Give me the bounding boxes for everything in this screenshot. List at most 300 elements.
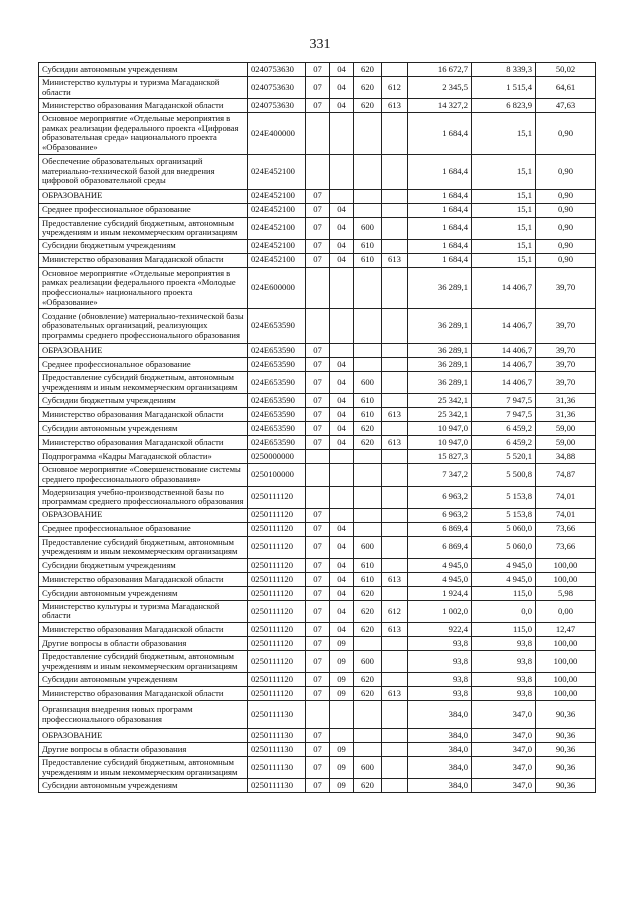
executed-amount: 15,1 xyxy=(472,113,536,154)
budget-item-name: Министерство образования Магаданской области xyxy=(39,436,248,450)
table-row xyxy=(39,673,596,687)
budget-item-name: Предоставление субсидий бюджетным, автономным учреждениям и иным некоммерческим организациям xyxy=(39,651,248,673)
administrator-code xyxy=(382,743,408,757)
table-row xyxy=(39,623,596,637)
table-row xyxy=(39,743,596,757)
approved-amount: 10 947,0 xyxy=(408,422,472,436)
approved-amount: 36 289,1 xyxy=(408,372,472,394)
executed-amount: 6 459,2 xyxy=(472,422,536,436)
administrator-code xyxy=(382,508,408,522)
administrator-code xyxy=(382,203,408,217)
subsection-code: 04 xyxy=(330,536,354,558)
table-row xyxy=(39,77,596,99)
approved-amount: 6 963,2 xyxy=(408,508,472,522)
administrator-code xyxy=(382,344,408,358)
budget-item-name: Министерство образования Магаданской области xyxy=(39,99,248,113)
approved-amount: 1 684,4 xyxy=(408,239,472,253)
section-code: 07 xyxy=(306,372,330,394)
table-row xyxy=(39,572,596,586)
section-code: 07 xyxy=(306,600,330,622)
expense-type-code xyxy=(354,464,382,486)
expense-type-code: 600 xyxy=(354,757,382,779)
target-article-code: 024E452100 xyxy=(248,217,306,239)
approved-amount: 93,8 xyxy=(408,637,472,651)
budget-item-name: Другие вопросы в области образования xyxy=(39,743,248,757)
table-row xyxy=(39,217,596,239)
executed-amount: 7 947,5 xyxy=(472,394,536,408)
executed-amount: 15,1 xyxy=(472,239,536,253)
execution-percent: 59,00 xyxy=(536,436,596,450)
table-row xyxy=(39,358,596,372)
approved-amount: 10 947,0 xyxy=(408,436,472,450)
budget-item-name: ОБРАЗОВАНИЕ xyxy=(39,508,248,522)
target-article-code: 0250111130 xyxy=(248,757,306,779)
administrator-code xyxy=(382,522,408,536)
execution-percent: 74,87 xyxy=(536,464,596,486)
subsection-code: 04 xyxy=(330,558,354,572)
target-article-code: 0240753630 xyxy=(248,77,306,99)
approved-amount: 1 684,4 xyxy=(408,203,472,217)
execution-percent: 39,70 xyxy=(536,309,596,344)
administrator-code xyxy=(382,309,408,344)
executed-amount: 93,8 xyxy=(472,637,536,651)
approved-amount: 36 289,1 xyxy=(408,358,472,372)
target-article-code: 024E400000 xyxy=(248,113,306,154)
expense-type-code: 600 xyxy=(354,651,382,673)
table-row xyxy=(39,779,596,793)
executed-amount: 1 515,4 xyxy=(472,77,536,99)
subsection-code xyxy=(330,486,354,508)
subsection-code: 04 xyxy=(330,422,354,436)
budget-item-name: ОБРАЗОВАНИЕ xyxy=(39,344,248,358)
target-article-code: 0250111120 xyxy=(248,623,306,637)
section-code: 07 xyxy=(306,203,330,217)
target-article-code: 0250111120 xyxy=(248,536,306,558)
approved-amount: 36 289,1 xyxy=(408,309,472,344)
budget-item-name: Среднее профессиональное образование xyxy=(39,358,248,372)
table-row xyxy=(39,651,596,673)
budget-item-name: Предоставление субсидий бюджетным, автономным учреждениям и иным некоммерческим организациям xyxy=(39,536,248,558)
table-row xyxy=(39,309,596,344)
executed-amount: 93,8 xyxy=(472,673,536,687)
target-article-code: 0250111120 xyxy=(248,687,306,701)
execution-percent: 0,90 xyxy=(536,217,596,239)
budget-item-name: Субсидии автономным учреждениям xyxy=(39,422,248,436)
approved-amount: 922,4 xyxy=(408,623,472,637)
subsection-code xyxy=(330,729,354,743)
executed-amount: 93,8 xyxy=(472,651,536,673)
section-code xyxy=(306,486,330,508)
execution-percent: 39,70 xyxy=(536,358,596,372)
executed-amount: 15,1 xyxy=(472,189,536,203)
target-article-code: 0250111130 xyxy=(248,779,306,793)
section-code: 07 xyxy=(306,586,330,600)
execution-percent: 0,90 xyxy=(536,253,596,267)
table-row xyxy=(39,154,596,189)
executed-amount: 115,0 xyxy=(472,623,536,637)
subsection-code: 04 xyxy=(330,394,354,408)
administrator-code: 613 xyxy=(382,408,408,422)
target-article-code: 0250111120 xyxy=(248,558,306,572)
approved-amount: 1 924,4 xyxy=(408,586,472,600)
administrator-code: 612 xyxy=(382,600,408,622)
budget-item-name: Министерство образования Магаданской области xyxy=(39,687,248,701)
budget-item-name: Среднее профессиональное образование xyxy=(39,522,248,536)
approved-amount: 4 945,0 xyxy=(408,572,472,586)
subsection-code xyxy=(330,508,354,522)
execution-percent: 90,36 xyxy=(536,779,596,793)
table-row xyxy=(39,586,596,600)
expense-type-code xyxy=(354,189,382,203)
approved-amount: 93,8 xyxy=(408,651,472,673)
table-row xyxy=(39,344,596,358)
execution-percent: 0,90 xyxy=(536,239,596,253)
approved-amount: 93,8 xyxy=(408,687,472,701)
section-code: 07 xyxy=(306,63,330,77)
approved-amount: 36 289,1 xyxy=(408,267,472,308)
subsection-code: 04 xyxy=(330,239,354,253)
target-article-code: 0250100000 xyxy=(248,464,306,486)
subsection-code: 09 xyxy=(330,637,354,651)
administrator-code xyxy=(382,358,408,372)
expense-type-code: 620 xyxy=(354,436,382,450)
approved-amount: 25 342,1 xyxy=(408,394,472,408)
expense-type-code xyxy=(354,344,382,358)
expense-type-code: 620 xyxy=(354,779,382,793)
execution-percent: 100,00 xyxy=(536,558,596,572)
section-code: 07 xyxy=(306,536,330,558)
table-row xyxy=(39,687,596,701)
section-code: 07 xyxy=(306,99,330,113)
approved-amount: 14 327,2 xyxy=(408,99,472,113)
expense-type-code xyxy=(354,637,382,651)
subsection-code: 04 xyxy=(330,77,354,99)
table-row xyxy=(39,701,596,729)
approved-amount: 1 684,4 xyxy=(408,113,472,154)
expense-type-code xyxy=(354,154,382,189)
administrator-code xyxy=(382,757,408,779)
execution-percent: 73,66 xyxy=(536,522,596,536)
administrator-code: 613 xyxy=(382,99,408,113)
subsection-code: 04 xyxy=(330,522,354,536)
section-code: 07 xyxy=(306,508,330,522)
executed-amount: 347,0 xyxy=(472,743,536,757)
executed-amount: 347,0 xyxy=(472,757,536,779)
section-code: 07 xyxy=(306,687,330,701)
executed-amount: 5 500,8 xyxy=(472,464,536,486)
subsection-code: 04 xyxy=(330,372,354,394)
subsection-code xyxy=(330,309,354,344)
execution-percent: 31,36 xyxy=(536,394,596,408)
target-article-code: 024E653590 xyxy=(248,358,306,372)
section-code xyxy=(306,464,330,486)
administrator-code: 612 xyxy=(382,77,408,99)
approved-amount: 2 345,5 xyxy=(408,77,472,99)
executed-amount: 15,1 xyxy=(472,154,536,189)
expense-type-code xyxy=(354,743,382,757)
target-article-code: 024E653590 xyxy=(248,394,306,408)
target-article-code: 024E653590 xyxy=(248,408,306,422)
subsection-code: 09 xyxy=(330,651,354,673)
executed-amount: 5 153,8 xyxy=(472,486,536,508)
expense-type-code: 620 xyxy=(354,623,382,637)
administrator-code xyxy=(382,394,408,408)
table-row xyxy=(39,113,596,154)
table-row xyxy=(39,729,596,743)
table-row xyxy=(39,600,596,622)
subsection-code: 04 xyxy=(330,600,354,622)
execution-percent: 39,70 xyxy=(536,267,596,308)
execution-percent: 47,63 xyxy=(536,99,596,113)
section-code: 07 xyxy=(306,729,330,743)
budget-item-name: Субсидии автономным учреждениям xyxy=(39,779,248,793)
execution-percent: 0,90 xyxy=(536,154,596,189)
expense-type-code: 610 xyxy=(354,253,382,267)
execution-percent: 31,36 xyxy=(536,408,596,422)
execution-percent: 0,00 xyxy=(536,600,596,622)
execution-percent: 34,88 xyxy=(536,450,596,464)
expense-type-code xyxy=(354,113,382,154)
execution-percent: 90,36 xyxy=(536,757,596,779)
expense-type-code: 600 xyxy=(354,536,382,558)
approved-amount: 384,0 xyxy=(408,701,472,729)
subsection-code xyxy=(330,189,354,203)
administrator-code xyxy=(382,536,408,558)
budget-item-name: Субсидии бюджетным учреждениям xyxy=(39,558,248,572)
budget-item-name: Субсидии автономным учреждениям xyxy=(39,673,248,687)
target-article-code: 0250000000 xyxy=(248,450,306,464)
table-row xyxy=(39,99,596,113)
expense-type-code: 610 xyxy=(354,558,382,572)
subsection-code: 09 xyxy=(330,757,354,779)
target-article-code: 0250111120 xyxy=(248,637,306,651)
section-code xyxy=(306,309,330,344)
target-article-code: 024E653590 xyxy=(248,344,306,358)
administrator-code xyxy=(382,189,408,203)
subsection-code: 04 xyxy=(330,203,354,217)
administrator-code xyxy=(382,217,408,239)
page-number: 331 xyxy=(309,37,331,52)
expense-type-code xyxy=(354,203,382,217)
table-row xyxy=(39,757,596,779)
executed-amount: 6 823,9 xyxy=(472,99,536,113)
section-code: 07 xyxy=(306,77,330,99)
subsection-code xyxy=(330,344,354,358)
section-code: 07 xyxy=(306,522,330,536)
table-row xyxy=(39,239,596,253)
approved-amount: 6 963,2 xyxy=(408,486,472,508)
section-code xyxy=(306,450,330,464)
table-row xyxy=(39,203,596,217)
budget-item-name: Министерство образования Магаданской области xyxy=(39,408,248,422)
budget-item-name: Основное мероприятие «Отдельные мероприятия в рамках реализации федерального проекта «Молодые профессионалы» национального проекта «Образование» xyxy=(39,267,248,308)
subsection-code xyxy=(330,464,354,486)
table-row xyxy=(39,436,596,450)
execution-percent: 74,01 xyxy=(536,508,596,522)
target-article-code: 0250111120 xyxy=(248,486,306,508)
execution-percent: 5,98 xyxy=(536,586,596,600)
administrator-code xyxy=(382,113,408,154)
table-row xyxy=(39,558,596,572)
table-row xyxy=(39,253,596,267)
execution-percent: 90,36 xyxy=(536,743,596,757)
target-article-code: 0250111130 xyxy=(248,743,306,757)
execution-percent: 100,00 xyxy=(536,673,596,687)
section-code: 07 xyxy=(306,253,330,267)
executed-amount: 15,1 xyxy=(472,217,536,239)
section-code: 07 xyxy=(306,651,330,673)
execution-percent: 64,61 xyxy=(536,77,596,99)
expense-type-code xyxy=(354,267,382,308)
executed-amount: 14 406,7 xyxy=(472,358,536,372)
budget-item-name: Субсидии автономным учреждениям xyxy=(39,586,248,600)
administrator-code xyxy=(382,779,408,793)
expense-type-code xyxy=(354,486,382,508)
budget-item-name: Создание (обновление) материально-технической базы образовательных организаций, реализующих программы среднего профессионального образования xyxy=(39,309,248,344)
approved-amount: 7 347,2 xyxy=(408,464,472,486)
target-article-code: 0250111130 xyxy=(248,701,306,729)
expense-type-code xyxy=(354,450,382,464)
executed-amount: 115,0 xyxy=(472,586,536,600)
expense-type-code: 620 xyxy=(354,687,382,701)
administrator-code xyxy=(382,422,408,436)
execution-percent: 50,02 xyxy=(536,63,596,77)
approved-amount: 384,0 xyxy=(408,779,472,793)
section-code: 07 xyxy=(306,623,330,637)
executed-amount: 347,0 xyxy=(472,779,536,793)
section-code xyxy=(306,154,330,189)
expense-type-code xyxy=(354,358,382,372)
executed-amount: 14 406,7 xyxy=(472,344,536,358)
table-row xyxy=(39,408,596,422)
section-code: 07 xyxy=(306,436,330,450)
target-article-code: 024E452100 xyxy=(248,203,306,217)
budget-item-name: Министерство образования Магаданской области xyxy=(39,623,248,637)
expense-type-code: 620 xyxy=(354,77,382,99)
administrator-code xyxy=(382,586,408,600)
section-code: 07 xyxy=(306,189,330,203)
approved-amount: 6 869,4 xyxy=(408,536,472,558)
expense-type-code: 610 xyxy=(354,239,382,253)
target-article-code: 0250111120 xyxy=(248,673,306,687)
target-article-code: 024E452100 xyxy=(248,189,306,203)
budget-table-body xyxy=(39,63,596,793)
executed-amount: 8 339,3 xyxy=(472,63,536,77)
execution-percent: 90,36 xyxy=(536,729,596,743)
executed-amount: 93,8 xyxy=(472,687,536,701)
expense-type-code: 610 xyxy=(354,408,382,422)
expense-type-code: 600 xyxy=(354,217,382,239)
expense-type-code xyxy=(354,309,382,344)
administrator-code xyxy=(382,464,408,486)
subsection-code: 04 xyxy=(330,586,354,600)
administrator-code xyxy=(382,450,408,464)
execution-percent: 59,00 xyxy=(536,422,596,436)
approved-amount: 1 684,4 xyxy=(408,217,472,239)
table-row xyxy=(39,536,596,558)
target-article-code: 0250111120 xyxy=(248,522,306,536)
section-code: 07 xyxy=(306,757,330,779)
expense-type-code xyxy=(354,701,382,729)
section-code xyxy=(306,267,330,308)
target-article-code: 0250111130 xyxy=(248,729,306,743)
approved-amount: 1 002,0 xyxy=(408,600,472,622)
expense-type-code: 620 xyxy=(354,63,382,77)
expense-type-code xyxy=(354,729,382,743)
approved-amount: 1 684,4 xyxy=(408,154,472,189)
budget-table xyxy=(38,62,596,793)
executed-amount: 15,1 xyxy=(472,203,536,217)
table-row xyxy=(39,267,596,308)
expense-type-code: 600 xyxy=(354,372,382,394)
subsection-code: 04 xyxy=(330,572,354,586)
execution-percent: 39,70 xyxy=(536,372,596,394)
target-article-code: 0250111120 xyxy=(248,508,306,522)
table-row xyxy=(39,394,596,408)
approved-amount: 4 945,0 xyxy=(408,558,472,572)
approved-amount: 16 672,7 xyxy=(408,63,472,77)
budget-item-name: Модернизация учебно-производственной базы по программам среднего профессионального образования xyxy=(39,486,248,508)
expense-type-code: 620 xyxy=(354,586,382,600)
budget-item-name: Предоставление субсидий бюджетным, автономным учреждениям и иным некоммерческим организациям xyxy=(39,757,248,779)
administrator-code xyxy=(382,267,408,308)
table-row xyxy=(39,486,596,508)
subsection-code: 04 xyxy=(330,63,354,77)
budget-item-name: Субсидии бюджетным учреждениям xyxy=(39,239,248,253)
subsection-code xyxy=(330,154,354,189)
target-article-code: 0250111120 xyxy=(248,572,306,586)
budget-item-name: Основное мероприятие «Совершенствование системы среднего профессионального образования» xyxy=(39,464,248,486)
approved-amount: 36 289,1 xyxy=(408,344,472,358)
executed-amount: 5 520,1 xyxy=(472,450,536,464)
expense-type-code: 620 xyxy=(354,422,382,436)
executed-amount: 5 153,8 xyxy=(472,508,536,522)
approved-amount: 384,0 xyxy=(408,729,472,743)
execution-percent: 0,90 xyxy=(536,113,596,154)
administrator-code: 613 xyxy=(382,436,408,450)
section-code: 07 xyxy=(306,558,330,572)
executed-amount: 15,1 xyxy=(472,253,536,267)
budget-item-name: Министерство образования Магаданской области xyxy=(39,572,248,586)
administrator-code: 613 xyxy=(382,623,408,637)
section-code: 07 xyxy=(306,239,330,253)
subsection-code xyxy=(330,113,354,154)
subsection-code: 04 xyxy=(330,408,354,422)
budget-item-name: Министерство образования Магаданской области xyxy=(39,253,248,267)
subsection-code: 04 xyxy=(330,253,354,267)
target-article-code: 024E600000 xyxy=(248,267,306,308)
subsection-code: 09 xyxy=(330,687,354,701)
executed-amount: 347,0 xyxy=(472,701,536,729)
table-row xyxy=(39,637,596,651)
expense-type-code xyxy=(354,508,382,522)
administrator-code: 613 xyxy=(382,572,408,586)
executed-amount: 14 406,7 xyxy=(472,309,536,344)
administrator-code xyxy=(382,673,408,687)
subsection-code: 04 xyxy=(330,99,354,113)
executed-amount: 5 060,0 xyxy=(472,522,536,536)
budget-item-name: ОБРАЗОВАНИЕ xyxy=(39,729,248,743)
administrator-code xyxy=(382,63,408,77)
approved-amount: 1 684,4 xyxy=(408,253,472,267)
subsection-code xyxy=(330,701,354,729)
approved-amount: 6 869,4 xyxy=(408,522,472,536)
administrator-code xyxy=(382,372,408,394)
expense-type-code: 620 xyxy=(354,99,382,113)
expense-type-code: 610 xyxy=(354,394,382,408)
section-code: 07 xyxy=(306,408,330,422)
target-article-code: 0250111120 xyxy=(248,586,306,600)
